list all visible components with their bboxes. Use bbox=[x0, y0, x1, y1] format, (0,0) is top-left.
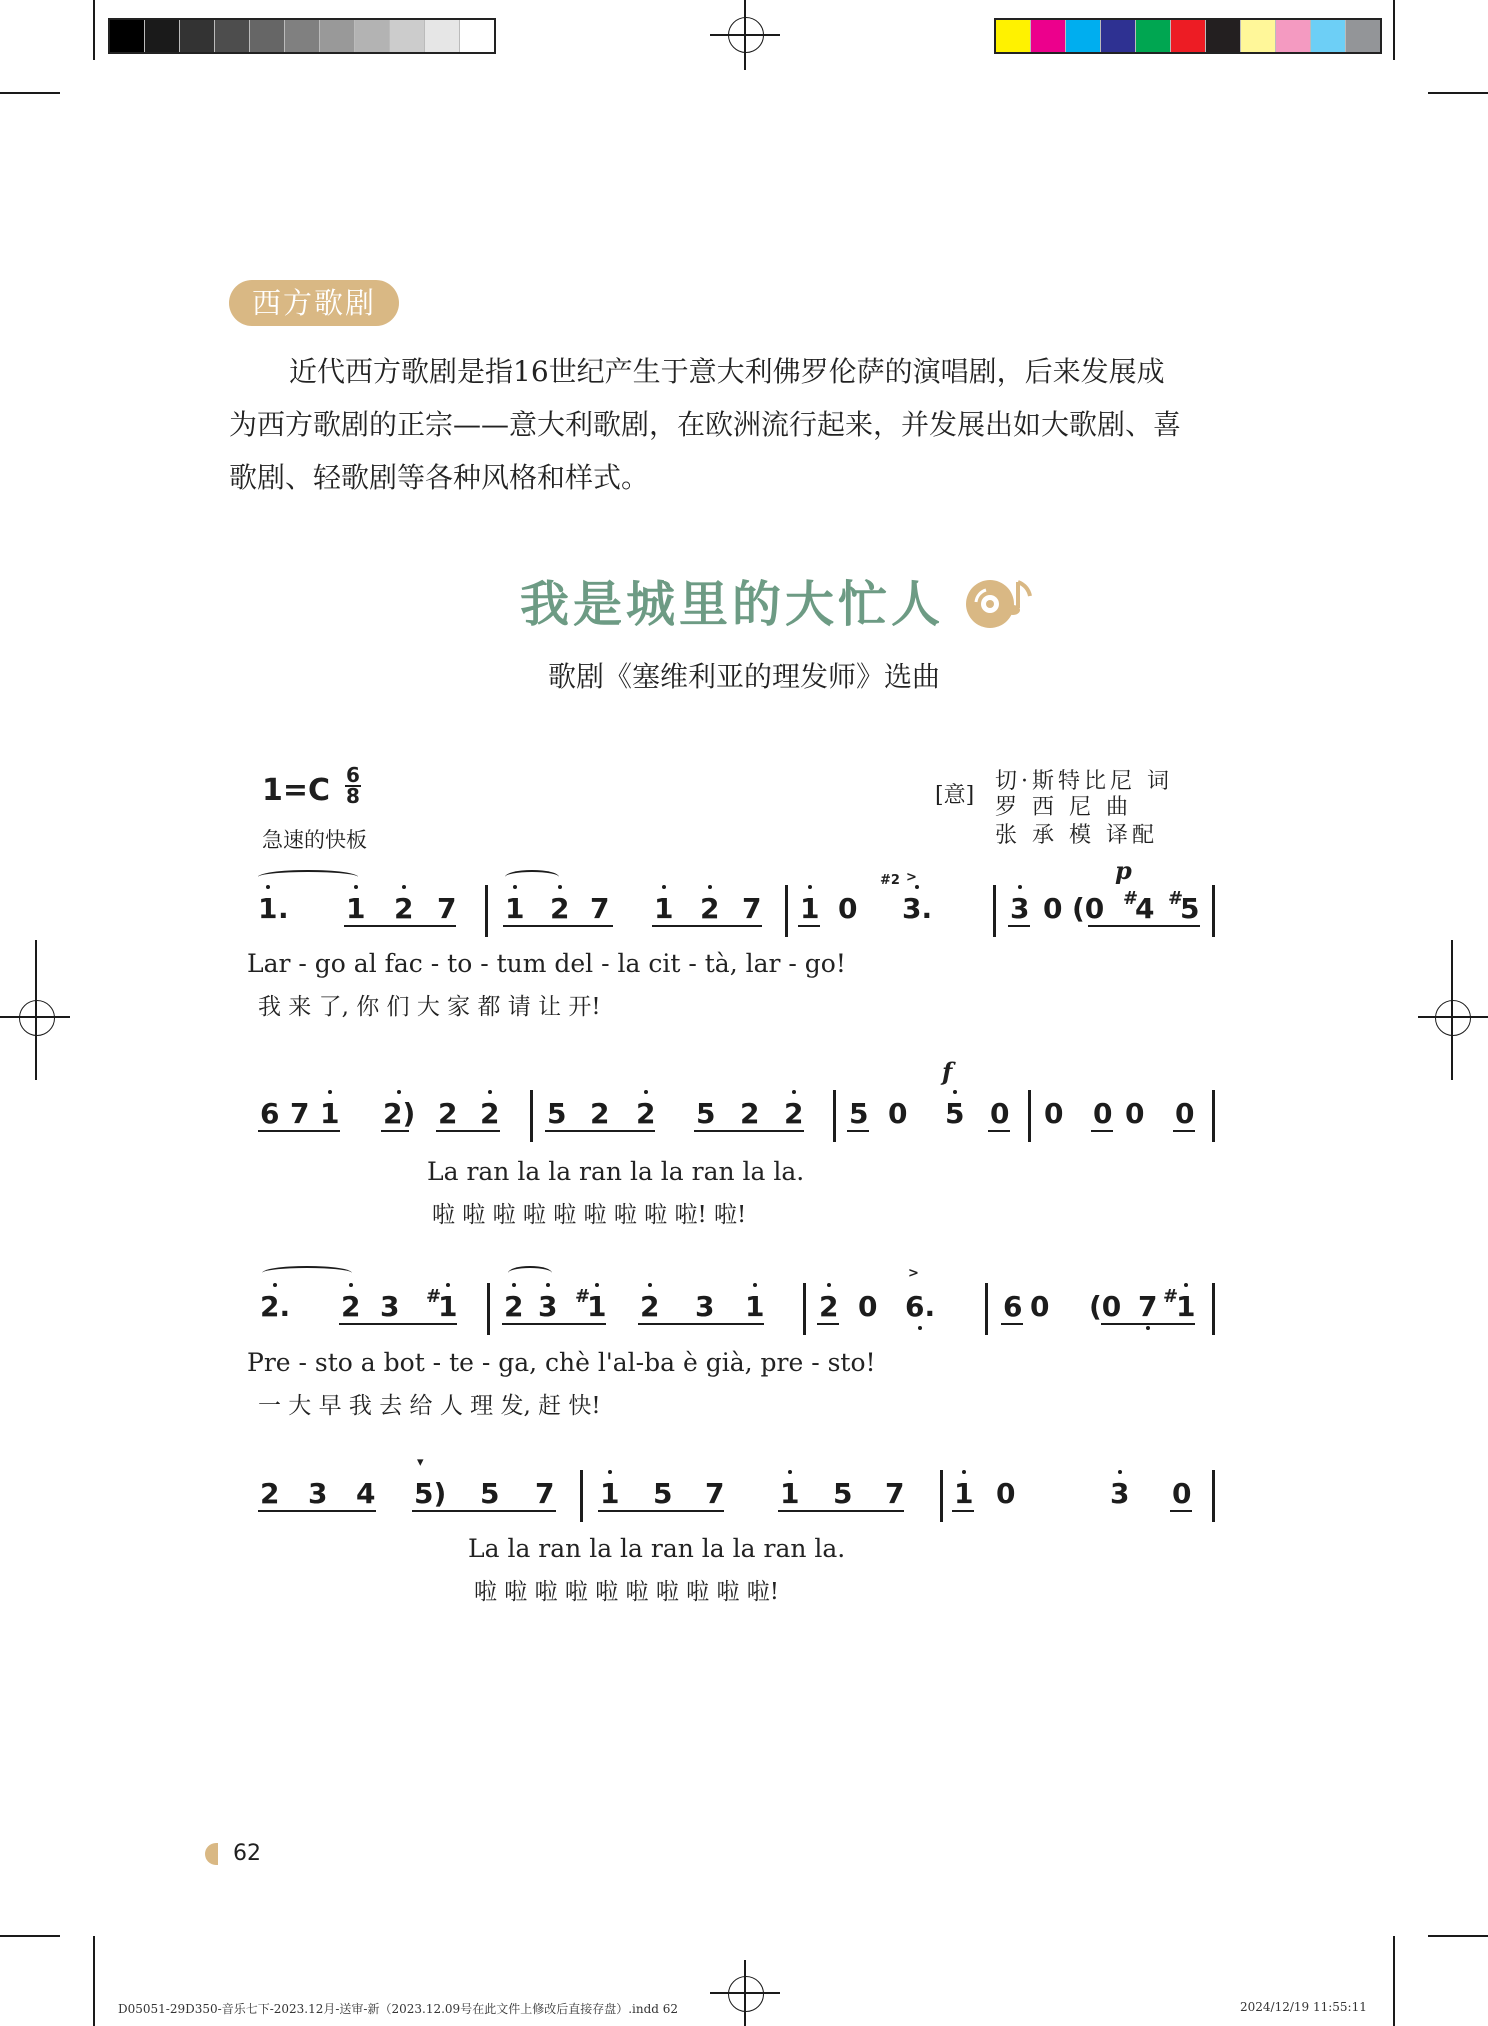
color-swatch bbox=[1206, 20, 1241, 52]
gray-swatch bbox=[110, 20, 145, 52]
color-swatch bbox=[1136, 20, 1171, 52]
note: 1 bbox=[600, 1477, 620, 1510]
note: 7 bbox=[437, 892, 457, 925]
page-number-marker bbox=[205, 1843, 218, 1865]
note: 6 bbox=[260, 1097, 280, 1130]
note: 2 bbox=[550, 892, 570, 925]
note: 5 bbox=[849, 1097, 869, 1130]
lyrics-italian: La la ran la la ran la la ran la. bbox=[468, 1534, 846, 1563]
page-number: 62 bbox=[233, 1841, 261, 1866]
note: 0 bbox=[1125, 1097, 1145, 1130]
note: 5 bbox=[696, 1097, 716, 1130]
lyrics-chinese: 我 来 了, 你 们 大 家 都 请 让 开! bbox=[258, 994, 601, 1020]
dynamic-forte: f bbox=[942, 1057, 953, 1086]
credit-composer: 罗 西 尼 曲 bbox=[995, 795, 1132, 820]
lyrics-italian: La ran la la ran la la ran la la. bbox=[427, 1157, 805, 1186]
note: (0 bbox=[1072, 892, 1105, 925]
note: 2 bbox=[700, 892, 720, 925]
color-swatch bbox=[1101, 20, 1136, 52]
note: 1 bbox=[438, 1290, 458, 1323]
song-title: 我是城里的大忙人 bbox=[520, 575, 945, 633]
color-swatch bbox=[1311, 20, 1346, 52]
note: 1 bbox=[745, 1290, 765, 1323]
note: 5) bbox=[414, 1477, 447, 1510]
dynamic-piano: p bbox=[1115, 856, 1132, 885]
note: 3. bbox=[902, 892, 933, 925]
tempo-marking: 急速的快板 bbox=[262, 828, 367, 852]
registration-mark bbox=[710, 34, 780, 36]
time-denominator: 8 bbox=[346, 784, 360, 808]
note: 0 bbox=[1030, 1290, 1050, 1323]
time-signature bbox=[345, 763, 361, 808]
registration-mark bbox=[728, 1976, 764, 2012]
footer-file: D05051-29D350-音乐七下-2023.12月-送审-新（2023.12.09号在此文件上修改后直接存盘）.indd 62 bbox=[118, 2002, 679, 2016]
footer-timestamp: 2024/12/19 11:55:11 bbox=[1240, 2000, 1367, 2014]
note: 2 bbox=[740, 1097, 760, 1130]
note: 5 bbox=[480, 1477, 500, 1510]
crop-mark bbox=[0, 1935, 60, 1937]
note: 1 bbox=[320, 1097, 340, 1130]
section-tag: 西方歌剧 bbox=[229, 280, 399, 326]
registration-mark bbox=[35, 940, 37, 1080]
registration-mark bbox=[19, 1000, 55, 1036]
note: (0 bbox=[1089, 1290, 1122, 1323]
note: 7 bbox=[885, 1477, 905, 1510]
color-swatch bbox=[1241, 20, 1276, 52]
gray-swatch bbox=[425, 20, 460, 52]
grace-note: #2 bbox=[880, 873, 900, 888]
gray-swatch bbox=[250, 20, 285, 52]
intro-line: 歌剧、轻歌剧等各种风格和样式。 bbox=[229, 461, 650, 494]
note: 5 bbox=[547, 1097, 567, 1130]
note: 6. bbox=[905, 1290, 936, 1323]
note: 1 bbox=[587, 1290, 607, 1323]
color-swatch bbox=[1346, 20, 1380, 52]
note: 2) bbox=[383, 1097, 416, 1130]
note: 3 bbox=[1010, 892, 1030, 925]
color-swatch bbox=[1066, 20, 1101, 52]
note: 3 bbox=[380, 1290, 400, 1323]
note: 0 bbox=[1044, 1097, 1064, 1130]
credit-country: [意] bbox=[935, 783, 975, 808]
note: 0 bbox=[1175, 1097, 1195, 1130]
gray-swatch bbox=[460, 20, 494, 52]
note: 2 bbox=[640, 1290, 660, 1323]
note: 2 bbox=[438, 1097, 458, 1130]
note: 5 bbox=[833, 1477, 853, 1510]
lyrics-chinese: 一 大 早 我 去 给 人 理 发, 赶 快! bbox=[258, 1393, 601, 1419]
note: 0 bbox=[858, 1290, 878, 1323]
crop-mark bbox=[93, 0, 95, 60]
note: 3 bbox=[695, 1290, 715, 1323]
lyrics-italian: Lar - go al fac - to - tum del - la cit - tà, lar - go! bbox=[247, 949, 846, 978]
crop-mark bbox=[93, 1936, 95, 2026]
lyrics-chinese: 啦 啦 啦 啦 啦 啦 啦 啦 啦 啦! bbox=[474, 1579, 780, 1605]
registration-mark bbox=[1435, 1000, 1471, 1036]
lyrics-italian: Pre - sto a bot - te - ga, chè l'al-ba è già, pre - sto! bbox=[247, 1348, 876, 1377]
note: 0 bbox=[996, 1477, 1016, 1510]
gray-swatch bbox=[320, 20, 355, 52]
note: . bbox=[278, 892, 289, 925]
note: 7 bbox=[742, 892, 762, 925]
lyrics-chinese: 啦 啦 啦 啦 啦 啦 啦 啦 啦! 啦! bbox=[432, 1202, 747, 1228]
registration-mark bbox=[1418, 1016, 1488, 1018]
note: 2. bbox=[260, 1290, 291, 1323]
note: 0 bbox=[990, 1097, 1010, 1130]
intro-line: 为西方歌剧的正宗——意大利歌剧，在欧洲流行起来，并发展出如大歌剧、喜 bbox=[229, 408, 1182, 441]
gray-swatch bbox=[285, 20, 320, 52]
note: 1 bbox=[258, 892, 278, 925]
note: 0 bbox=[1043, 892, 1063, 925]
intro-line: 近代西方歌剧是指16世纪产生于意大利佛罗伦萨的演唱剧，后来发展成 bbox=[289, 355, 1165, 388]
crop-mark bbox=[0, 92, 60, 94]
note: 3 bbox=[1110, 1477, 1130, 1510]
credit-translator: 张 承 模 译配 bbox=[995, 823, 1158, 848]
note: 7 bbox=[535, 1477, 555, 1510]
note: 2 bbox=[784, 1097, 804, 1130]
note: 2 bbox=[819, 1290, 839, 1323]
note: 0 bbox=[1093, 1097, 1113, 1130]
note: 7 bbox=[590, 892, 610, 925]
note: 1 bbox=[654, 892, 674, 925]
note: 1 bbox=[1176, 1290, 1196, 1323]
audio-disc-icon bbox=[964, 574, 1034, 630]
note: 1 bbox=[346, 892, 366, 925]
color-control-bar bbox=[994, 18, 1382, 54]
note: 2 bbox=[480, 1097, 500, 1130]
time-numerator: 6 bbox=[346, 763, 360, 787]
note: 5 bbox=[945, 1097, 965, 1130]
note: 5 bbox=[653, 1477, 673, 1510]
staccato-mark: ▾ bbox=[417, 1455, 424, 1470]
note: 1 bbox=[800, 892, 820, 925]
note: 7 bbox=[1138, 1290, 1158, 1323]
color-swatch bbox=[1031, 20, 1066, 52]
crop-mark bbox=[1393, 1936, 1395, 2026]
note: 2 bbox=[394, 892, 414, 925]
crop-mark bbox=[1428, 92, 1488, 94]
gray-swatch bbox=[145, 20, 180, 52]
note: 5 bbox=[1180, 892, 1200, 925]
note: 1 bbox=[505, 892, 525, 925]
note: 2 bbox=[636, 1097, 656, 1130]
gray-swatch bbox=[215, 20, 250, 52]
note: 0 bbox=[1172, 1477, 1192, 1510]
credit-lyricist: 切·斯特比尼 词 bbox=[995, 769, 1173, 794]
note: 7 bbox=[290, 1097, 310, 1130]
note: 4 bbox=[1135, 892, 1155, 925]
note: 4 bbox=[356, 1477, 376, 1510]
note: 0 bbox=[838, 892, 858, 925]
note: 3 bbox=[308, 1477, 328, 1510]
note: 3 bbox=[538, 1290, 558, 1323]
gray-swatch bbox=[390, 20, 425, 52]
accent-mark: > bbox=[908, 1266, 919, 1281]
color-swatch bbox=[996, 20, 1031, 52]
song-subtitle: 歌剧《塞维利亚的理发师》选曲 bbox=[547, 660, 940, 693]
note: 2 bbox=[341, 1290, 361, 1323]
note: 2 bbox=[504, 1290, 524, 1323]
gray-swatch bbox=[355, 20, 390, 52]
key-signature: 1=C bbox=[262, 773, 331, 808]
color-swatch bbox=[1276, 20, 1311, 52]
note: 1 bbox=[780, 1477, 800, 1510]
accent-mark: > bbox=[906, 870, 917, 885]
grayscale-bar bbox=[108, 18, 496, 54]
crop-mark bbox=[1393, 0, 1395, 60]
registration-mark bbox=[0, 1016, 70, 1018]
intro-paragraph bbox=[229, 345, 1249, 504]
note: 2 bbox=[590, 1097, 610, 1130]
note: 6 bbox=[1003, 1290, 1023, 1323]
registration-mark bbox=[1451, 940, 1453, 1080]
note: 7 bbox=[705, 1477, 725, 1510]
color-swatch bbox=[1171, 20, 1206, 52]
registration-mark bbox=[710, 1992, 780, 1994]
note: 2 bbox=[260, 1477, 280, 1510]
crop-mark bbox=[1428, 1935, 1488, 1937]
note: 1 bbox=[954, 1477, 974, 1510]
note: 0 bbox=[888, 1097, 908, 1130]
gray-swatch bbox=[180, 20, 215, 52]
